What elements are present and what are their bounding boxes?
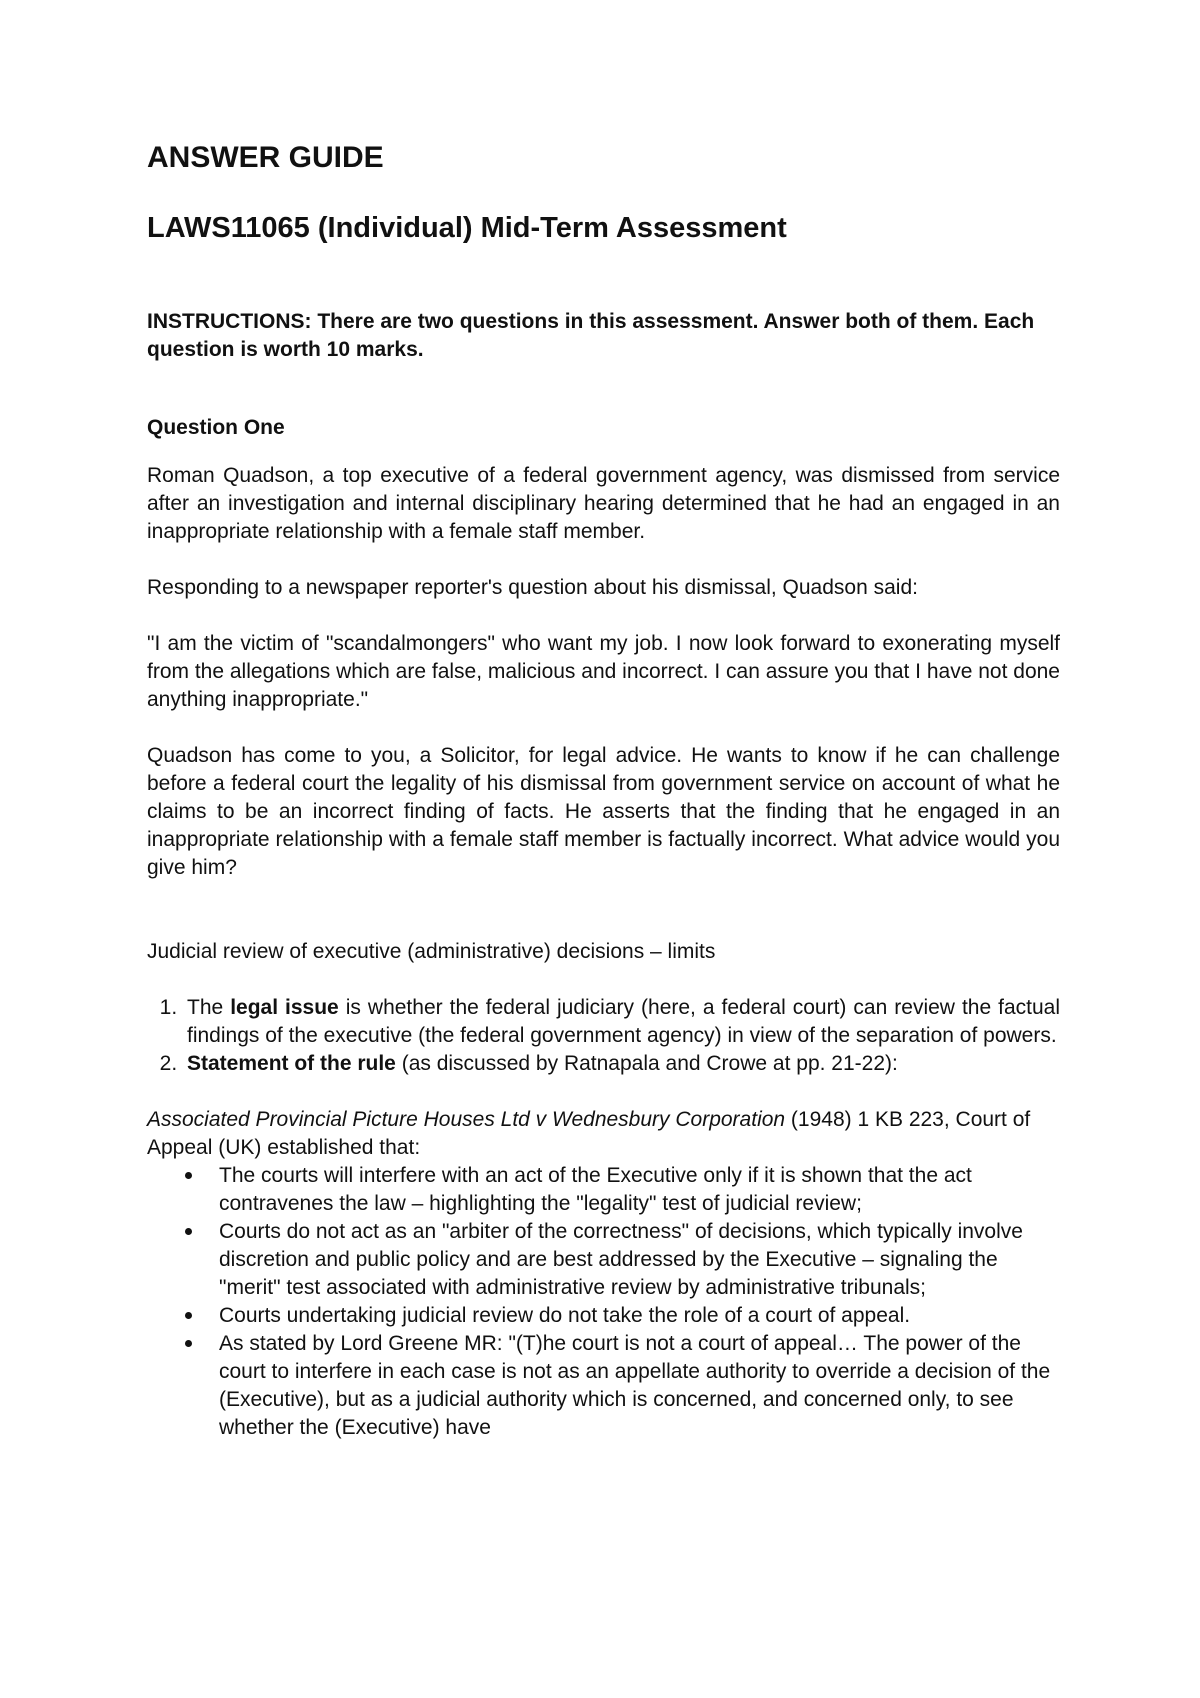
case-paragraph — [147, 1106, 1060, 1162]
item-text-pre: The — [187, 996, 231, 1019]
answer-list-item — [183, 994, 1060, 1050]
bullet-item: The courts will interfere with an act of the Executive only if it is shown that the act contravenes the law – highlighting the "legality" test of judicial review; — [219, 1162, 1060, 1218]
bullet-item: As stated by Lord Greene MR: "(T)he court is not a court of appeal… The power of the court to interfere in each case is not as an appellate authority to override a decision of the (Executive), but as a judicial authority which is concerned, and concerned only, to see whether the (Executive) have — [219, 1330, 1060, 1442]
bullet-item: Courts do not act as an "arbiter of the correctness" of decisions, which typically involve discretion and public policy and are best addressed by the Executive – signaling the "merit" test associated with administrative review by administrative tribunals; — [219, 1218, 1060, 1302]
item-text-bold: Statement of the rule — [187, 1052, 396, 1075]
answer-list — [147, 994, 1060, 1078]
case-name: Associated Provincial Picture Houses Ltd v Wednesbury Corporation — [147, 1108, 786, 1131]
case-citation: (1948) 1 KB 223, Court of Appeal (UK) established that: — [147, 1108, 1031, 1159]
rule-bullets — [147, 1162, 1060, 1442]
answer-topic: Judicial review of executive (administrative) decisions – limits — [147, 940, 716, 963]
question-one-heading: Question One — [147, 416, 285, 439]
question-one-quote: "I am the victim of "scandalmongers" who want my job. I now look forward to exonerating myself from the allegations which are false, malicious and incorrect. I can assure you that I have not done anything inappropriate." — [147, 632, 1060, 711]
item-text-post: (as discussed by Ratnapala and Crowe at pp. 21-22): — [395, 1052, 898, 1075]
item-text-post: is whether the federal judiciary (here, a federal court) can review the factual findings of the executive (the federal government agency) in view of the separation of powers. — [187, 996, 1061, 1047]
item-text-bold: legal issue — [230, 996, 339, 1019]
document-subtitle: LAWS11065 (Individual) Mid-Term Assessment — [147, 212, 787, 244]
document-title: ANSWER GUIDE — [147, 141, 384, 174]
question-one-paragraph-2: Responding to a newspaper reporter's question about his dismissal, Quadson said: — [147, 576, 918, 599]
question-one-paragraph-1: Roman Quadson, a top executive of a federal government agency, was dismissed from service after an investigation and internal disciplinary hearing determined that he had an engaged in an inappropriate relationship with a female staff member. — [147, 464, 1060, 543]
question-one-paragraph-3: Quadson has come to you, a Solicitor, for legal advice. He wants to know if he can challenge before a federal court the legality of his dismissal from government service on account of what he claims to be an incorrect finding of facts. He asserts that the finding that he engaged in an inappropriate relationship with a female staff member is factually incorrect. What advice would you give him? — [147, 744, 1060, 879]
bullet-item: Courts undertaking judicial review do not take the role of a court of appeal. — [219, 1302, 1060, 1330]
answer-list-item — [183, 1050, 1060, 1078]
instructions: INSTRUCTIONS: There are two questions in this assessment. Answer both of them. Each question is worth 10 marks. — [147, 310, 1035, 361]
